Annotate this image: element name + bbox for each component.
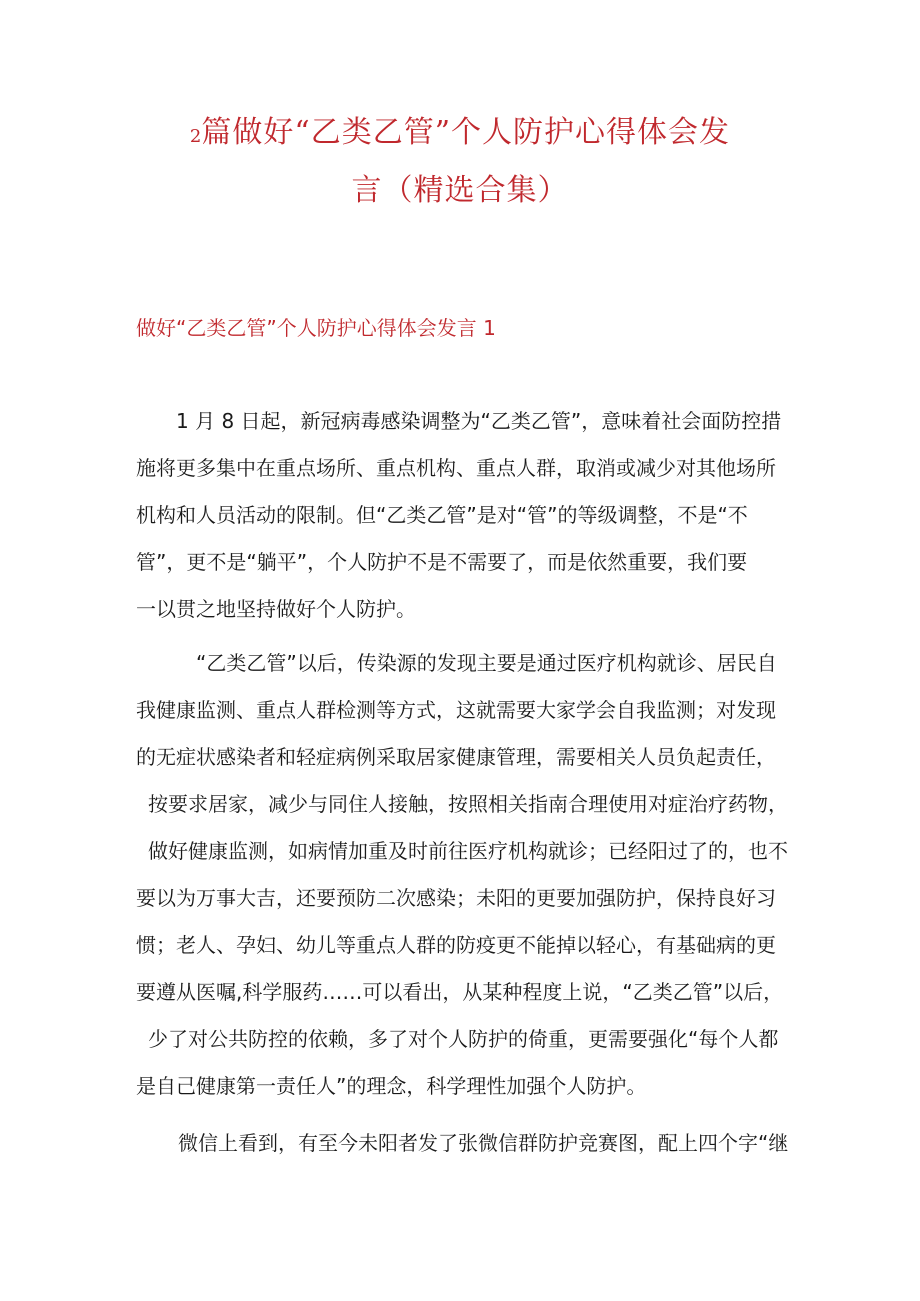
section-heading: 做好“乙类乙管”个人防护心得体会发言 1 [136, 316, 496, 340]
text-line: “乙类乙管”以后，传染源的发现主要是通过医疗机构就诊、居民自 [196, 651, 777, 675]
document-title [150, 106, 770, 218]
text-line: 我健康监测、重点人群检测等方式，这就需要大家学会自我监测；对发现 [136, 698, 776, 722]
text-line: 微信上看到，有至今未阳者发了张微信群防护竞赛图，配上四个字“继 [178, 1131, 789, 1155]
text-line: 1 月 8 日起，新冠病毒感染调整为“乙类乙管”，意味着社会面防控措 [176, 409, 782, 433]
paragraph-1 [136, 398, 788, 633]
text-line: 按要求居家，减少与同住人接触，按照相关指南合理使用对症治疗药物， [148, 792, 788, 816]
text-line: 一以贯之地坚持做好个人防护。 [136, 597, 416, 621]
paragraph-2 [136, 640, 788, 1110]
text-line: 要遵从医嘱,科学服药……可以看出，从某种程度上说，“乙类乙管”以后， [136, 980, 784, 1004]
title-line-1: 篇做好“乙类乙管”个人防护心得体会发 [201, 115, 731, 150]
text-line: 的无症状感染者和轻症病例采取居家健康管理，需要相关人员负起责任， [136, 745, 776, 769]
text-line: 惯；老人、孕妇、幼儿等重点人群的防疫更不能掉以轻心，有基础病的更 [136, 933, 776, 957]
text-line: 要以为万事大吉，还要预防二次感染；未阳的更要加强防护，保持良好习 [136, 886, 776, 910]
text-line: 管”，更不是“躺平”，个人防护不是不需要了，而是依然重要，我们要 [136, 550, 748, 574]
text-line: 做好健康监测，如病情加重及时前往医疗机构就诊；已经阳过了的，也不 [148, 839, 788, 863]
paragraph-3 [136, 1120, 788, 1167]
title-line-2: 言（精选合集） [351, 173, 569, 208]
text-line: 是自己健康第一责任人”的理念，科学理性加强个人防护。 [136, 1074, 647, 1098]
title-number: 2 [189, 126, 202, 147]
text-line: 少了对公共防控的依赖，多了对个人防护的倚重，更需要强化“每个人都 [148, 1027, 779, 1051]
text-line: 机构和人员活动的限制。但“乙类乙管”是对“管”的等级调整，不是“不 [136, 503, 748, 527]
text-line: 施将更多集中在重点场所、重点机构、重点人群，取消或减少对其他场所 [136, 456, 776, 480]
